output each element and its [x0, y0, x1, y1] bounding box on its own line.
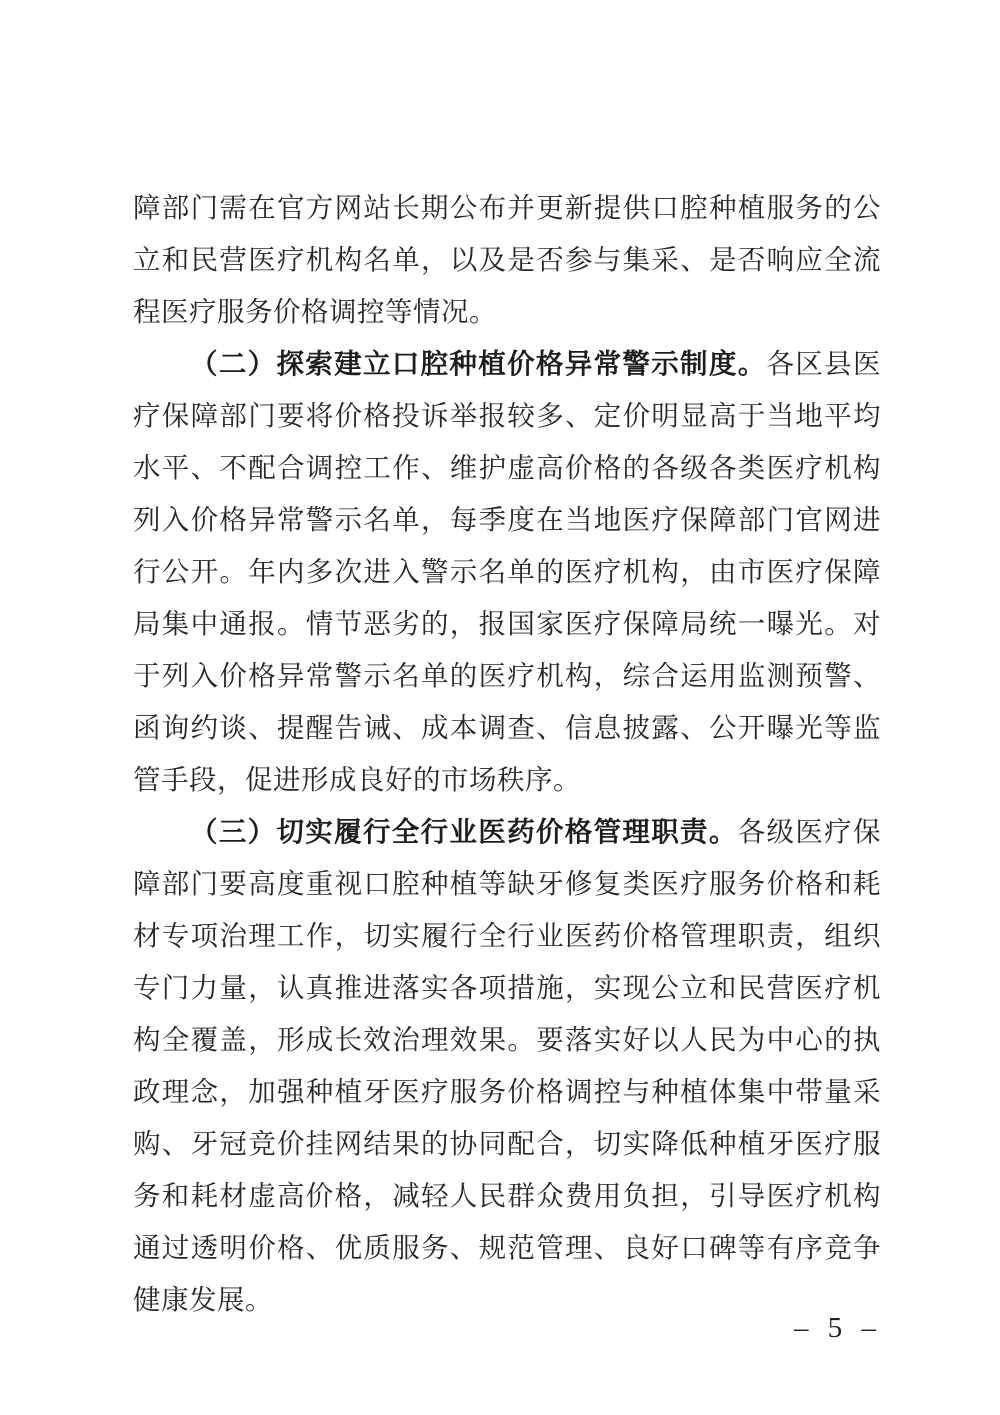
paragraph	[133, 182, 881, 338]
page-number: – 5 –	[794, 1312, 882, 1344]
body-text-segment: 各级医疗保障部门要高度重视口腔种植等缺牙修复类医疗服务价格和耗材专项治理工作，切实履行全行业医药价格管理职责，组织专门力量，认真推进落实各项措施，实现公立和民营医疗机构全覆盖，形成长效治理效果。要落实好以人民为中心的执政理念，加强种植牙医疗服务价格调控与种植体集中带量采购、牙冠竞价挂网结果的协同配合，切实降低种植牙医疗服务和耗材虚高价格，减轻人民群众费用负担，引导医疗机构通过透明价格、优质服务、规范管理、良好口碑等有序竞争健康发展。	[133, 816, 882, 1315]
page-footer	[794, 1308, 882, 1348]
paragraph	[133, 338, 881, 806]
section-heading: （二）探索建立口腔种植价格异常警示制度。	[190, 348, 767, 379]
body-text-segment: 各区县医疗保障部门要将价格投诉举报较多、定价明显高于当地平均水平、不配合调控工作、维护虚高价格的各级各类医疗机构列入价格异常警示名单，每季度在当地医疗保障部门官网进行公开。年内多次进入警示名单的医疗机构，由市医疗保障局集中通报。情节恶劣的，报国家医疗保障局统一曝光。对于列入价格异常警示名单的医疗机构，综合运用监测预警、函询约谈、提醒告诫、成本调查、信息披露、公开曝光等监管手段，促进形成良好的市场秩序。	[133, 348, 882, 795]
paragraph	[133, 806, 881, 1326]
body-text-segment: 障部门需在官方网站长期公布并更新提供口腔种植服务的公立和民营医疗机构名单，以及是否参与集采、是否响应全流程医疗服务价格调控等情况。	[133, 192, 881, 327]
section-heading: （三）切实履行全行业医药价格管理职责。	[190, 816, 738, 847]
document-body	[133, 182, 881, 1326]
